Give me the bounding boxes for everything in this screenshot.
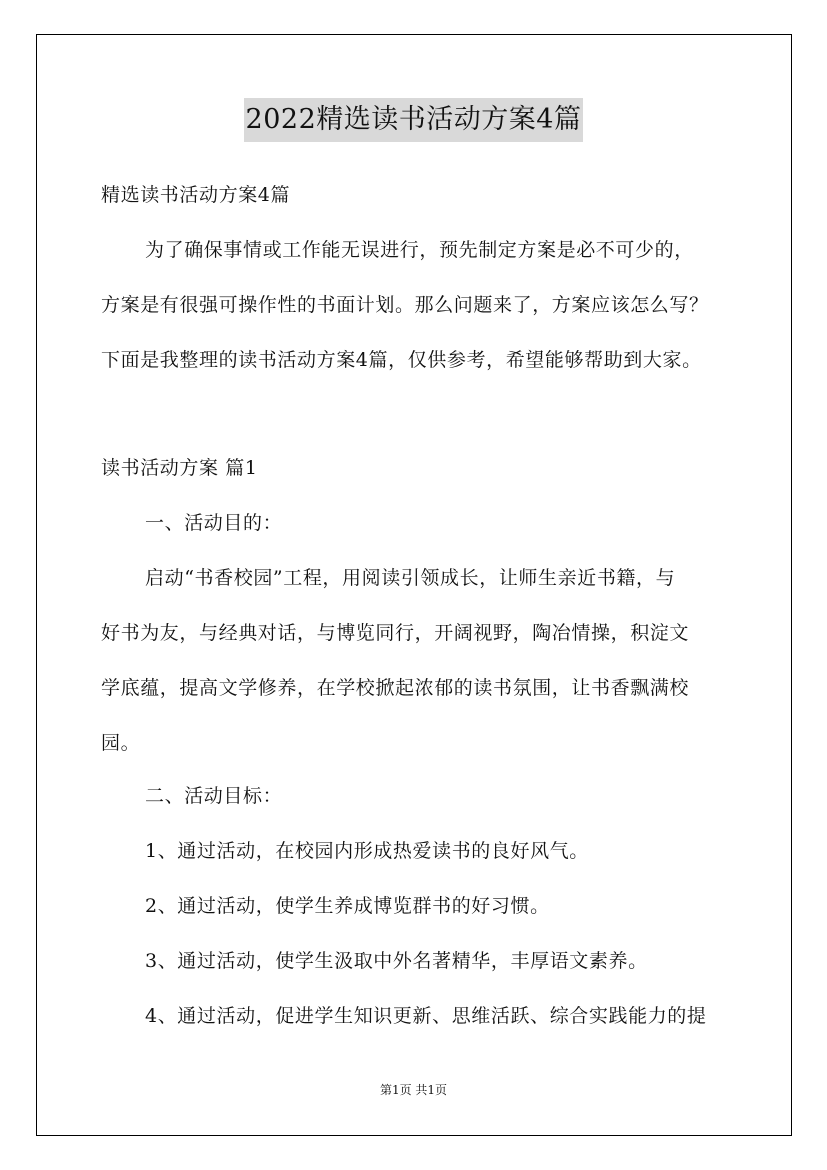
document-title: 2022精选读书活动方案4篇 [244,98,584,142]
document-subtitle: 精选读书活动方案4篇 [101,184,291,206]
part1-body-line-4: 园。 [101,732,141,754]
intro-line-2: 方案是有很强可操作性的书面计划。那么问题来了，方案应该怎么写？ [101,294,709,316]
part1-body-line-2: 好书为友，与经典对话，与博览同行，开阔视野，陶冶情操，积淀文 [101,622,690,644]
part1-heading: 一、活动目的： [145,512,283,534]
part1-body-line-1: 启动“书香校园”工程，用阅读引领成长，让师生亲近书籍，与 [145,567,676,589]
part2-heading: 二、活动目标： [145,785,283,807]
goal-item-2: 2、通过活动，使学生养成博览群书的好习惯。 [145,895,550,917]
goal-item-3: 3、通过活动，使学生汲取中外名著精华，丰厚语文素养。 [145,950,648,972]
part1-body-line-3: 学底蕴，提高文学修养，在学校掀起浓郁的读书氛围，让书香飘满校 [101,677,690,699]
goal-item-4: 4、通过活动，促进学生知识更新、思维活跃、综合实践能力的提 [145,1005,707,1027]
title-container [0,98,827,142]
goal-item-1: 1、通过活动，在校园内形成热爱读书的良好风气。 [145,840,589,862]
section-heading: 读书活动方案 篇1 [101,457,258,479]
intro-line-1: 为了确保事情或工作能无误进行，预先制定方案是必不可少的， [145,239,694,261]
intro-line-3: 下面是我整理的读书活动方案4篇，仅供参考，希望能够帮助到大家。 [101,349,702,371]
page-footer: 第1页 共1页 [379,1083,448,1097]
